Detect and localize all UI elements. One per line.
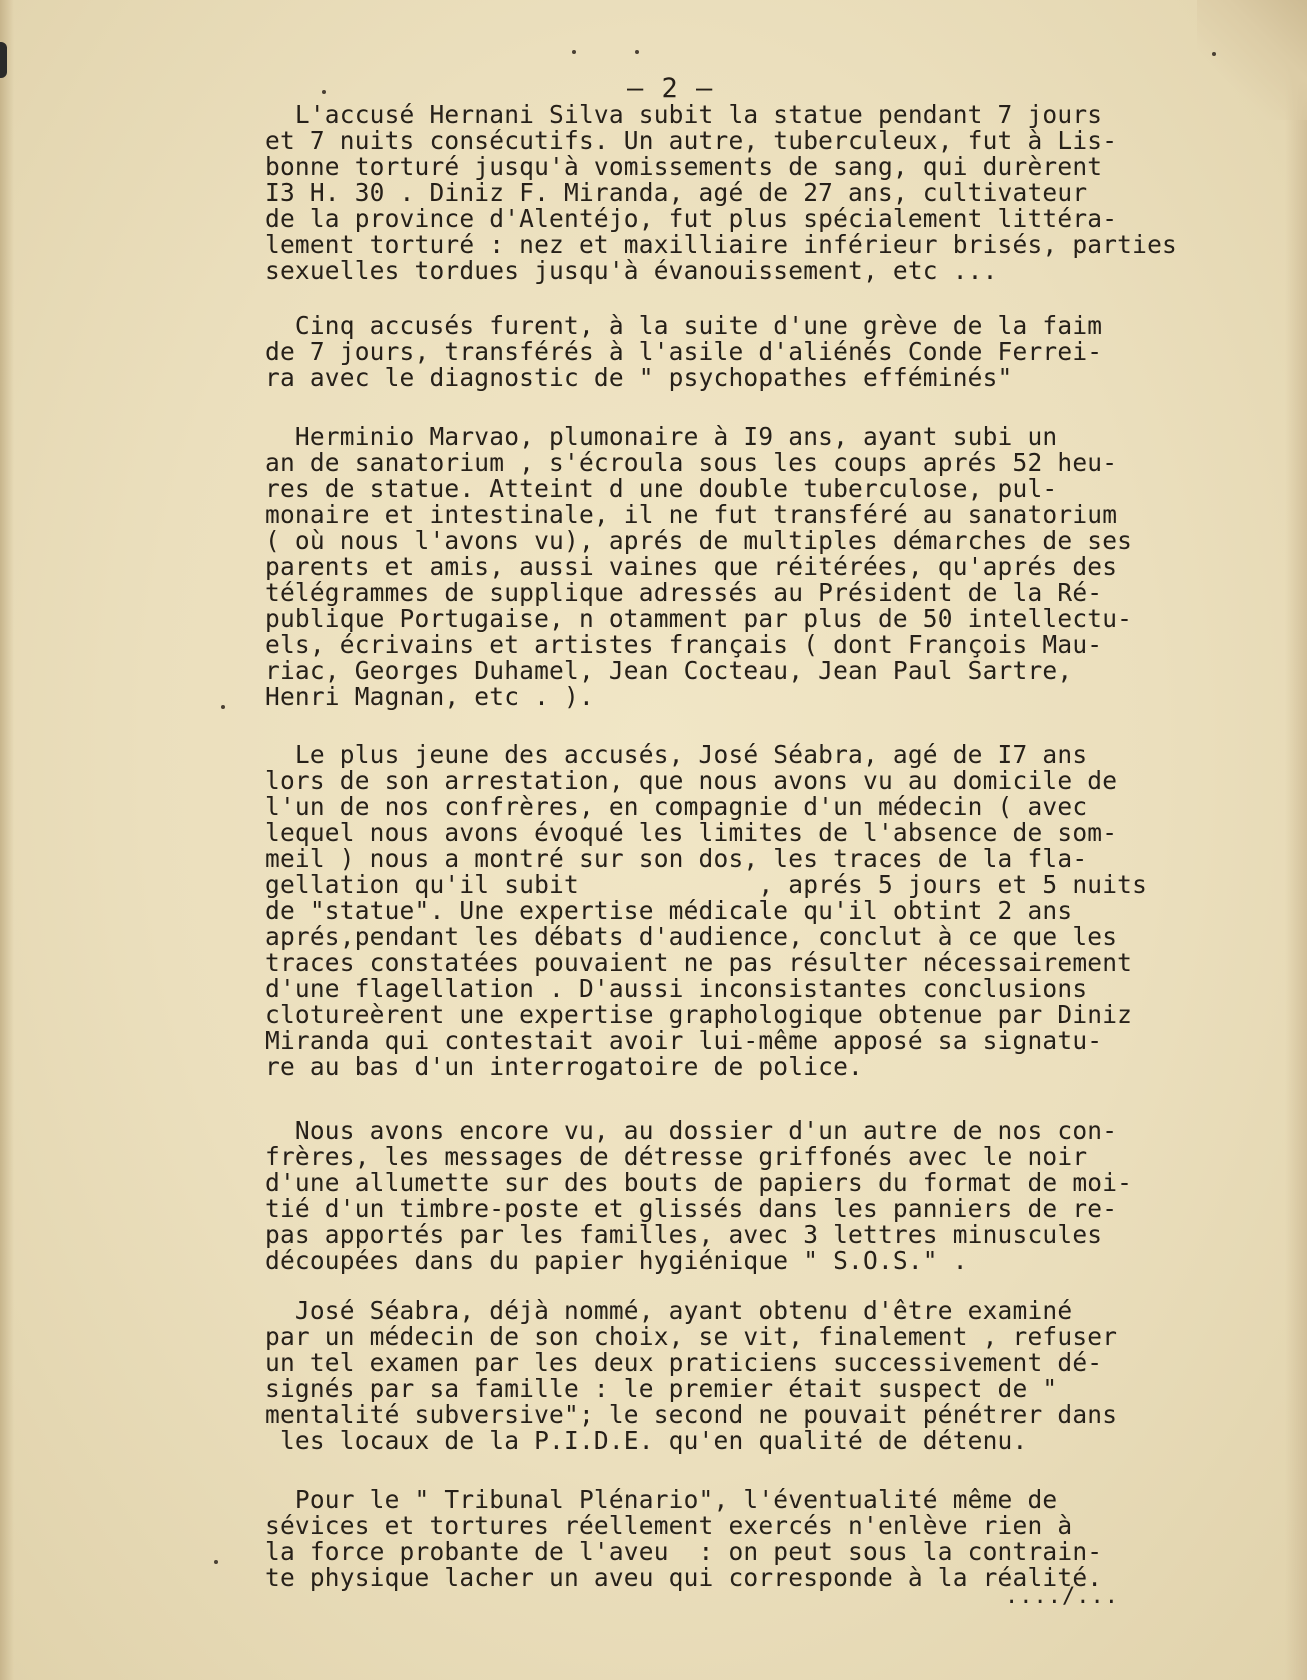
text-line: aprés,pendant les débats d'audience, conclut à ce que les: [265, 922, 1118, 951]
text-line: te physique lacher un aveu qui corresponde à la réalité.: [265, 1563, 1103, 1592]
text-line: lequel nous avons évoqué les limites de l'absence de som-: [265, 818, 1118, 847]
text-line: publique Portugaise, n otamment par plus de 50 intellectu-: [265, 604, 1133, 633]
ink-speck: [1212, 52, 1216, 56]
text-line: sexuelles tordues jusqu'à évanouissement, etc ...: [265, 256, 998, 285]
text-line: riac, Georges Duhamel, Jean Cocteau, Jean Paul Sartre,: [265, 656, 1073, 685]
text-line: de 7 jours, transférés à l'asile d'aliénés Conde Ferrei-: [265, 337, 1103, 366]
text-line: la force probante de l'aveu : on peut sous la contrain-: [265, 1537, 1103, 1566]
paper-left-edge: [0, 0, 14, 1680]
paper-corner-fold: [1197, 0, 1307, 120]
text-line: par un médecin de son choix, se vit, finalement , refuser: [265, 1322, 1118, 1351]
text-line: mentalité subversive"; le second ne pouvait pénétrer dans: [265, 1400, 1118, 1429]
text-line: un tel examen par les deux praticiens successivement dé-: [265, 1348, 1103, 1377]
text-line: bonne torturé jusqu'à vomissements de sang, qui durèrent: [265, 152, 1103, 181]
text-line: de la province d'Alentéjo, fut plus spécialement littéra-: [265, 204, 1118, 233]
text-line: ra avec le diagnostic de " psychopathes efféminés": [265, 363, 1013, 392]
paragraph-2: [265, 313, 1185, 391]
text-line: d'une flagellation . D'aussi inconsistantes conclusions: [265, 974, 1088, 1003]
text-line: monaire et intestinale, il ne fut transféré au sanatorium: [265, 500, 1118, 529]
text-line: tié d'un timbre-poste et glissés dans les panniers de re-: [265, 1194, 1118, 1223]
text-line: I3 H. 30 . Diniz F. Miranda, agé de 27 ans, cultivateur: [265, 178, 1088, 207]
paragraph-1: [265, 102, 1185, 284]
paragraph-7: [265, 1487, 1185, 1591]
text-line: signés par sa famille : le premier était suspect de ": [265, 1374, 1058, 1403]
binder-hole: [0, 42, 7, 78]
text-line: Nous avons encore vu, au dossier d'un autre de nos con-: [265, 1116, 1118, 1145]
text-line: an de sanatorium , s'écroula sous les coups aprés 52 heu-: [265, 448, 1118, 477]
paragraph-3: [265, 424, 1185, 710]
paper-right-edge: [1285, 0, 1307, 1680]
page-number: — 2 —: [627, 73, 714, 104]
text-line: els, écrivains et artistes français ( dont François Mau-: [265, 630, 1103, 659]
ink-speck: [572, 50, 576, 54]
ink-speck: [322, 90, 326, 94]
text-line: sévices et tortures réellement exercés n'enlève rien à: [265, 1511, 1073, 1540]
text-line: frères, les messages de détresse griffonés avec le noir: [265, 1142, 1088, 1171]
text-line: Cinq accusés furent, à la suite d'une grève de la faim: [265, 311, 1103, 340]
text-line: l'un de nos confrères, en compagnie d'un médecin ( avec: [265, 792, 1088, 821]
text-line: d'une allumette sur des bouts de papiers du format de moi-: [265, 1168, 1133, 1197]
text-line: Le plus jeune des accusés, José Séabra, agé de I7 ans: [265, 740, 1088, 769]
ink-speck: [221, 705, 225, 709]
text-line: re au bas d'un interrogatoire de police.: [265, 1052, 864, 1081]
text-line: clotureèrent une expertise graphologique obtenue par Diniz: [265, 1000, 1133, 1029]
text-line: meil ) nous a montré sur son dos, les traces de la fla-: [265, 844, 1088, 873]
text-line: Herminio Marvao, plumonaire à I9 ans, ayant subi un: [265, 422, 1058, 451]
text-line: pas apportés par les familles, avec 3 lettres minuscules: [265, 1220, 1103, 1249]
continuation-mark: ..../...: [1005, 1584, 1119, 1609]
text-line: Miranda qui contestait avoir lui-même apposé sa signatu-: [265, 1026, 1103, 1055]
text-line: lement torturé : nez et maxilliaire inférieur brisés, parties: [265, 230, 1177, 259]
text-line: Pour le " Tribunal Plénario", l'éventualité même de: [265, 1485, 1058, 1514]
text-line: lors de son arrestation, que nous avons vu au domicile de: [265, 766, 1118, 795]
text-line: les locaux de la P.I.D.E. qu'en qualité de détenu.: [265, 1426, 1028, 1455]
ink-speck: [214, 1560, 218, 1564]
text-line: Henri Magnan, etc . ).: [265, 682, 594, 711]
paragraph-4: [265, 742, 1185, 1080]
text-line: gellation qu'il subit , aprés 5 jours et 5 nuits: [265, 870, 1148, 899]
text-line: traces constatées pouvaient ne pas résulter nécessairement: [265, 948, 1133, 977]
paragraph-5: [265, 1118, 1185, 1274]
text-line: res de statue. Atteint d une double tuberculose, pul-: [265, 474, 1058, 503]
text-line: découpées dans du papier hygiénique " S.O.S." .: [265, 1246, 968, 1275]
text-line: José Séabra, déjà nommé, ayant obtenu d'être examiné: [265, 1296, 1073, 1325]
text-line: et 7 nuits consécutifs. Un autre, tuberculeux, fut à Lis-: [265, 126, 1118, 155]
ink-speck: [635, 50, 639, 54]
paragraph-6: [265, 1298, 1185, 1454]
text-line: L'accusé Hernani Silva subit la statue pendant 7 jours: [265, 100, 1103, 129]
text-line: parents et amis, aussi vaines que réitérées, qu'aprés des: [265, 552, 1118, 581]
text-line: télégrammes de supplique adressés au Président de la Ré-: [265, 578, 1103, 607]
text-line: de "statue". Une expertise médicale qu'il obtint 2 ans: [265, 896, 1073, 925]
text-line: ( où nous l'avons vu), aprés de multiples démarches de ses: [265, 526, 1133, 555]
